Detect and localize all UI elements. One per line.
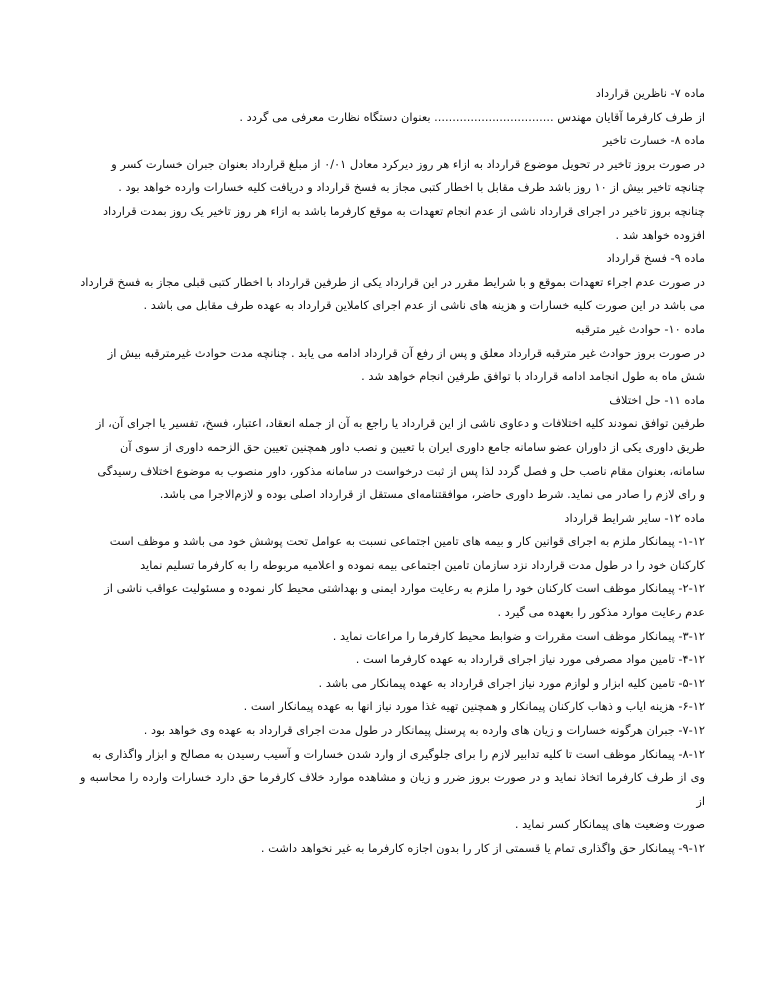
clause-12-8-line-2: وی از طرف کارفرما اتخاذ نماید و در صورت بروز ضرر و زیان و مشاهده موارد خلاف کارفرما حق دارد خسارات وارده را محاسبه و از	[80, 770, 705, 808]
article-10-title: ماده ۱۰- حوادث غیر مترقبه	[575, 321, 705, 336]
article-10-body-line-2: شش ماه به طول انجامد ادامه قرارداد با توافق طرفین انجام خواهد شد .	[361, 369, 705, 384]
clause-12-3: ۳-۱۲- پیمانکار موظف است مقررات و ضوابط محیط کارفرما را مراعات نماید .	[332, 628, 705, 643]
article-10-body-line-1: در صورت بروز حوادث غیر مترقبه قرارداد معلق و پس از رفع آن قرارداد ادامه می یابد . چنانچه مدت حوادث غیرمترقبه بیش از	[107, 345, 705, 360]
contract-page-text	[80, 82, 705, 861]
clause-12-9: ۹-۱۲- پیمانکار حق واگذاری تمام یا قسمتی از کار را بدون اجازه کارفرما به غیر نخواهد داشت .	[260, 841, 705, 855]
article-8-body-line-1: در صورت بروز تاخیر در تحویل موضوع قرارداد به ازاء هر روز دیرکرد معادل ۰/۰۱ از مبلغ قرارداد بعنوان جبران خسارت کسر و	[111, 156, 705, 171]
article-11-body-line-2: طریق داوری یکی از داوران عضو سامانه جامع داوری ایران با تعیین و نصب داور همچنین تعیین حق الزحمه داوری از سوی آن	[119, 439, 705, 454]
clause-12-1-line-1: ۱-۱۲- پیمانکار ملزم به اجرای قوانین کار و بیمه های تامین اجتماعی نسبت به عوامل تحت پوشش خود می باشد و موظف است	[109, 534, 705, 549]
article-12-title: ماده ۱۲- سایر شرایط قرارداد	[564, 510, 705, 525]
clause-12-8-line-3: صورت وضعیت های پیمانکار کسر نماید .	[514, 817, 705, 832]
article-7-title: ماده ۷- ناظرین قرارداد	[595, 86, 705, 100]
clause-12-6: ۶-۱۲- هزینه ایاب و ذهاب کارکنان پیمانکار و همچنین تهیه غذا مورد نیاز انها به عهده پیمانکار است .	[243, 699, 705, 714]
article-11-body-line-4: و رای لازم را صادر می نماید. شرط داوری حاضر، موافقتنامه‌ای مستقل از قرارداد اصلی بوده و لازم‌الاجرا می باشد.	[159, 487, 705, 502]
article-11-body-line-3: سامانه، بعنوان مقام ناصب حل و فصل گردد لذا پس از ثبت درخواست در سامانه مذکور، داور منصوب به موضوع اختلاف رسیدگی	[97, 463, 705, 478]
clause-12-7: ۷-۱۲- جبران هرگونه خسارات و زیان های وارده به پرسنل پیمانکار در طول مدت اجرای قرارداد به عهده وی خواهد بود .	[143, 723, 705, 738]
article-9-title: ماده ۹- فسخ قرارداد	[606, 251, 705, 266]
article-8-body-line-4: افزوده خواهد شد .	[615, 227, 705, 242]
clause-12-8-line-1: ۸-۱۲- پیمانکار موظف است تا کلیه تدابیر لازم را برای جلوگیری از وارد شدن خسارات و آسیب رسیدن به مصالح و ابزار واگذاری به	[91, 746, 705, 761]
clause-12-4: ۴-۱۲- تامین مواد مصرفی مورد نیاز اجرای قرارداد به عهده کارفرما است .	[355, 652, 705, 667]
article-9-body-line-2: می باشد در این صورت کلیه خسارات و هزینه های ناشی از عدم اجرای کاملاین قرارداد به عهده طرف مقابل می باشد .	[143, 298, 705, 313]
article-7-body: از طرف کارفرما آقایان مهندس ................................. بعنوان دستگاه نظارت معرفی می گردد .	[239, 109, 705, 124]
clause-12-2-line-2: عدم رعایت موارد مذکور را بعهده می گیرد .	[497, 605, 705, 620]
article-8-title: ماده ۸- خسارت تاخیر	[602, 133, 705, 148]
clause-12-5: ۵-۱۲- تامین کلیه ابزار و لوازم مورد نیاز اجرای قرارداد به عهده پیمانکار می باشد .	[318, 675, 705, 690]
article-11-body-line-1: طرفین توافق نمودند کلیه اختلافات و دعاوی ناشی از این قرارداد یا راجع به آن از جمله انعقاد، اعتبار، فسخ، تفسیر یا اجرای آن، از	[95, 416, 705, 431]
clause-12-2-line-1: ۲-۱۲- پیمانکار موظف است کارکنان خود را ملزم به رعایت موارد ایمنی و بهداشتی محیط کار نموده و مسئولیت عواقب ناشی از	[104, 581, 705, 596]
article-9-body-line-1: در صورت عدم اجراء تعهدات بموقع و با شرایط مقرر در این قرارداد یکی از طرفین قرارداد با اخطار کتبی قبلی مجاز به فسخ قرارداد	[80, 274, 705, 289]
article-8-body-line-3: چنانچه بروز تاخیر در اجرای قرارداد ناشی از عدم انجام تعهدات به موقع کارفرما باشد به ازاء هر روز تاخیر یک روز بمدت قرارداد	[102, 203, 705, 218]
clause-12-1-line-2: کارکنان خود را در طول مدت قرارداد نزد سازمان تامین اجتماعی بیمه نموده و اعلامیه مربوطه را به کارفرما تسلیم نماید	[140, 557, 705, 572]
article-8-body-line-2: چنانچه تاخیر بیش از ۱۰ روز باشد طرف مقابل با اخطار کتبی مجاز به فسخ قرارداد و دریافت کلیه خسارات وارده خواهد بود .	[118, 180, 705, 195]
article-11-title: ماده ۱۱- حل اختلاف	[609, 392, 705, 407]
